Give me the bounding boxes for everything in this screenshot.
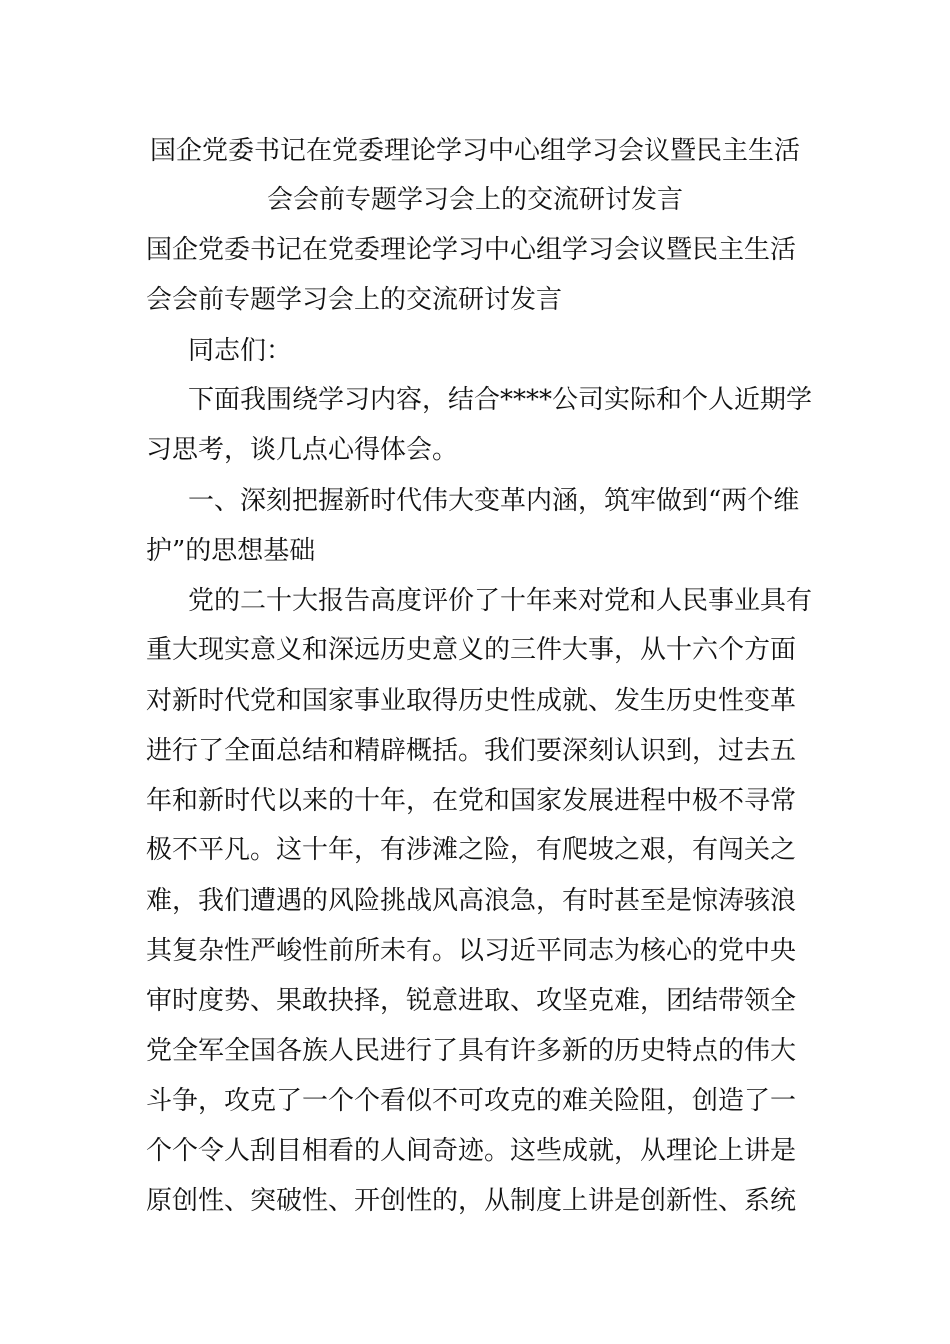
section-heading-cont: 护”的思想基础 (146, 536, 316, 566)
body-line: 其复杂性严峻性前所未有。以习近平同志为核心的党中央 (146, 936, 797, 966)
body-line: 原创性、突破性、开创性的，从制度上讲是创新性、系统 (146, 1186, 797, 1216)
section-heading: 一、深刻把握新时代伟大变革内涵，筑牢做到“两个维 (188, 486, 800, 516)
document-title-line-1: 国企党委书记在党委理论学习中心组学习会议暨民主生活 (149, 136, 800, 166)
body-line: 习思考，谈几点心得体会。 (146, 435, 459, 465)
body-line: 斗争，攻克了一个个看似不可攻克的难关险阻，创造了一 (146, 1086, 797, 1116)
body-line: 重大现实意义和深远历史意义的三件大事，从十六个方面 (146, 635, 797, 665)
body-line: 下面我围绕学习内容，结合****公司实际和个人近期学 (188, 385, 813, 415)
body-line: 进行了全面总结和精辟概括。我们要深刻认识到，过去五 (146, 736, 797, 766)
body-line: 个个令人刮目相看的人间奇迹。这些成就，从理论上讲是 (146, 1136, 797, 1166)
body-line: 党全军全国各族人民进行了具有许多新的历史特点的伟大 (146, 1036, 797, 1066)
body-line: 审时度势、果敢抉择，锐意进取、攻坚克难，团结带领全 (146, 986, 797, 1016)
body-line: 极不平凡。这十年，有涉滩之险，有爬坡之艰，有闯关之 (146, 835, 797, 865)
body-line: 会会前专题学习会上的交流研讨发言 (146, 285, 563, 315)
body-line: 党的二十大报告高度评价了十年来对党和人民事业具有 (188, 586, 813, 616)
body-line: 对新时代党和国家事业取得历史性成就、发生历史性变革 (146, 686, 797, 716)
greeting: 同志们： (188, 336, 293, 366)
body-line: 难，我们遭遇的风险挑战风高浪急，有时甚至是惊涛骇浪 (146, 886, 797, 916)
document-title-line-2: 会会前专题学习会上的交流研讨发言 (266, 185, 683, 215)
body-line: 国企党委书记在党委理论学习中心组学习会议暨民主生活 (146, 235, 797, 265)
body-line: 年和新时代以来的十年，在党和国家发展进程中极不寻常 (146, 786, 797, 816)
